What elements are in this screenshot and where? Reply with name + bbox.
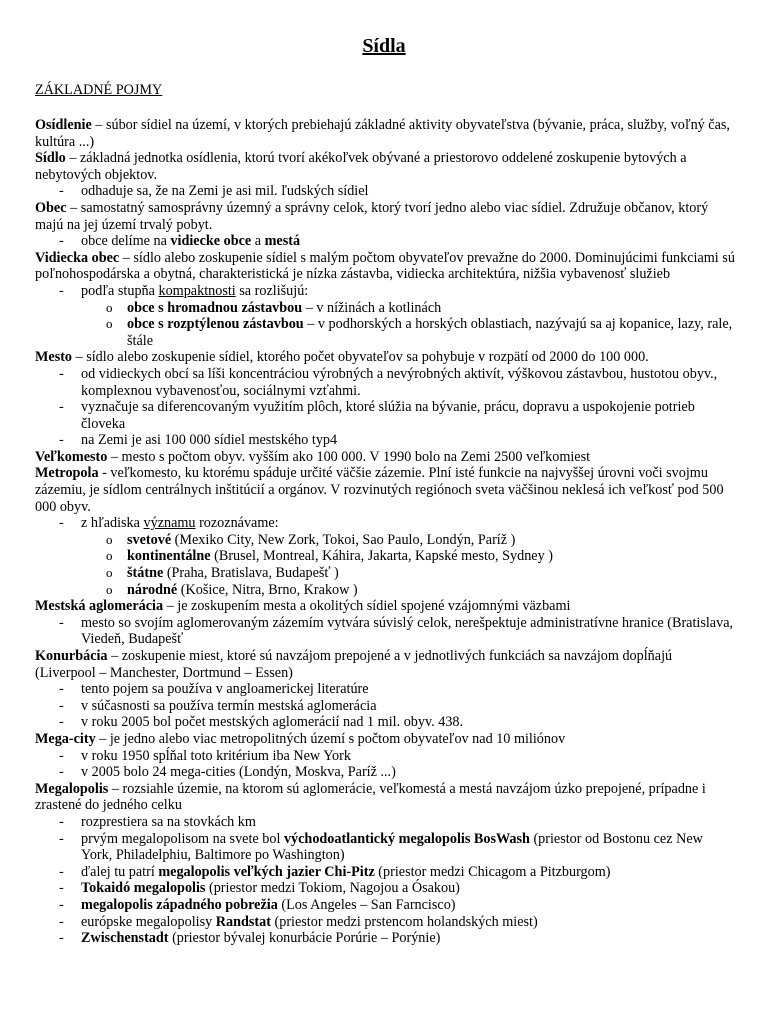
list-item: [35, 930, 735, 947]
sub-list-item: [35, 300, 735, 317]
list-item: [35, 515, 735, 532]
list-item: [35, 897, 735, 914]
list-item: [35, 432, 735, 449]
bullet-text: rozprestiera sa na stovkách km: [81, 813, 256, 830]
bullet-text: a: [251, 233, 265, 250]
list-item: [35, 764, 735, 781]
definition-paragraph: [35, 465, 735, 515]
section-heading: ZÁKLADNÉ POJMY: [35, 82, 163, 98]
list-item: [35, 714, 735, 731]
list-item: [35, 366, 735, 399]
list-item: [35, 864, 735, 881]
definition-text: – súbor sídiel na území, v ktorých prebiehajú základné aktivity obyvateľstva (bývanie, práca, služby, voľný čas, kultúra ...): [35, 117, 730, 150]
bullet-text: z hľadiska: [81, 515, 144, 532]
bullet-list: [35, 283, 735, 349]
bullet-list: [35, 615, 735, 648]
bold-term: Randstat: [215, 913, 271, 930]
document-body: [35, 117, 735, 947]
bold-term: národné: [127, 581, 178, 598]
bullet-text: na Zemi je asi 100 000 sídiel mestského typ4: [81, 432, 338, 449]
sub-bullet-list: [35, 532, 735, 598]
bullet-list: [35, 233, 735, 250]
bullet-list: [35, 515, 735, 598]
bullet-text: prvým megalopolisom na svete bol: [81, 830, 284, 847]
bullet-list: [35, 814, 735, 947]
bullet-text: tento pojem sa používa v angloamerickej literatúre: [81, 681, 369, 698]
definition-paragraph: [35, 150, 735, 183]
definition-paragraph: [35, 449, 735, 466]
bullet-list: [35, 748, 735, 781]
definition-text: – rozsiahle územie, na ktorom sú aglomerácie, veľkomestá a mestá navzájom úzko prepojené, prípadne i zrastené do jedného celku: [35, 780, 706, 814]
bullet-text: (priestor medzi Chicagom a Pitzburgom): [374, 863, 611, 880]
bullet-text: európske megalopolisy: [81, 913, 216, 930]
bullet-text: odhaduje sa, že na Zemi je asi mil. ľudských sídiel: [81, 183, 369, 200]
bullet-text: – v nížinách a kotlinách: [302, 299, 442, 316]
definition-text: – je jedno alebo viac metropolitných území s počtom obyvateľov nad 10 miliónov: [95, 730, 566, 747]
bullet-list: [35, 183, 735, 200]
sub-bullet-list: [35, 300, 735, 350]
bullet-text: obce delíme na: [81, 233, 171, 250]
bullet-text: (Los Angeles – San Farncisco): [277, 896, 456, 913]
bullet-text: od vidieckych obcí sa líši koncentráciou výrobných a nevýrobných aktivít, výškovou zástavbou, hustotou obyv., komplexnou vybavenosťou, sociálnymi vzťahmi.: [81, 365, 718, 399]
bold-term: Zwischenstadt: [81, 930, 169, 947]
sub-list-item: [35, 565, 735, 582]
bold-term: Tokaidó megalopolis: [81, 880, 206, 897]
definition-term: Sídlo: [35, 150, 66, 167]
sub-list-item: [35, 548, 735, 565]
definition-text: – zoskupenie miest, ktoré sú navzájom prepojené a v jednotlivých funkciách sa navzájom dopĺňajú (Liverpool – Manchester, Dortmund – Essen): [35, 648, 673, 681]
definition-paragraph: [35, 781, 735, 814]
definition-term: Mestská aglomerácia: [35, 598, 164, 615]
sub-list-item: [35, 532, 735, 549]
list-item: [35, 914, 735, 931]
bold-term: svetové: [127, 531, 172, 548]
bullet-text: v 2005 bolo 24 mega-cities (Londýn, Moskva, Paríž ...): [81, 764, 396, 781]
bold-term: megalopolis západného pobrežia: [81, 896, 278, 913]
bullet-text: sa rozlišujú:: [235, 282, 309, 299]
list-item: [35, 748, 735, 765]
bullet-text: (Brusel, Montreal, Káhira, Jakarta, Kapské mesto, Sydney ): [210, 548, 553, 565]
definition-term: Obec: [35, 199, 67, 216]
bullet-text: v roku 1950 spĺňal toto kritérium iba New York: [81, 747, 351, 764]
definition-text: – základná jednotka osídlenia, ktorú tvorí akékoľvek obývané a priestorovo oddelené zoskupenie bytových a nebytových objektov.: [35, 150, 687, 183]
bullet-text: (priestor medzi prstencom holandských miest): [270, 913, 538, 930]
definition-term: Osídlenie: [35, 117, 92, 133]
definition-term: Mega-city: [35, 730, 96, 747]
bold-term: obce s hromadnou zástavbou: [127, 299, 303, 316]
bold-term: štátne: [127, 565, 164, 582]
bullet-list: [35, 366, 735, 449]
bullet-text: ďalej tu patrí: [81, 863, 159, 880]
definition-term: Veľkomesto: [35, 448, 108, 465]
definition-paragraph: [35, 200, 735, 233]
bullet-text: – v podhorských a horských oblastiach, nazývajú sa aj kopanice, lazy, rale, štále: [127, 316, 733, 349]
bullet-text: v súčasnosti sa používa termín mestská aglomerácia: [81, 697, 377, 714]
bullet-text: (Praha, Bratislava, Budapešť ): [163, 565, 339, 582]
bullet-text: rozoznávame:: [195, 515, 279, 532]
bullet-text: vyznačuje sa diferencovaným využitím plôch, ktoré slúžia na bývanie, prácu, dopravu a uspokojenie potrieb človeka: [81, 399, 695, 432]
bullet-text: v roku 2005 bol počet mestských aglomerácií nad 1 mil. obyv. 438.: [81, 714, 464, 731]
underlined-term: kompaktnosti: [158, 282, 236, 299]
definition-paragraph: [35, 648, 735, 681]
list-item: [35, 681, 735, 698]
definition-text: – sídlo alebo zoskupenie sídiel, ktorého počet obyvateľov sa pohybuje v rozpätí od 2000 do 100 000.: [72, 349, 649, 366]
definition-text: – samostatný samosprávny územný a správny celok, ktorý tvorí jedno alebo viac sídiel. Združuje občanov, ktorý majú na jej území trvalý pobyt.: [35, 199, 709, 233]
bullet-text: (priestor medzi Tokiom, Nagojou a Ósakou): [205, 880, 460, 897]
definition-text: – sídlo alebo zoskupenie sídiel s malým počtom obyvateľov prevažne do 2000. Dominujúcimi funkciami sú poľnohospodárska a obytná, charakteristická je nízka zástavba, vidiecka architektúra, nižšia vybavenosť služieb: [35, 249, 735, 283]
bold-term: obce s rozptýlenou zástavbou: [127, 316, 304, 333]
definition-term: Metropola: [35, 465, 99, 482]
underlined-term: významu: [143, 515, 196, 532]
definition-paragraph: [35, 349, 735, 366]
list-item: [35, 399, 735, 432]
list-item: [35, 183, 735, 200]
sub-list-item: [35, 316, 735, 349]
list-item: [35, 615, 735, 648]
bullet-text: (Košice, Nitra, Brno, Krakow ): [177, 581, 358, 598]
bullet-list: [35, 681, 735, 731]
definition-term: Megalopolis: [35, 780, 109, 797]
bullet-text: (priestor bývalej konurbácie Porúrie – Porýnie): [168, 930, 441, 947]
definition-text: - veľkomesto, ku ktorému spáduje určité väčšie zázemie. Plní isté funkcie na najvyššej úrovni voči svojmu zázemiu, je sídlom centrálnych inštitúcií a orgánov. V rozvinutých regiónoch sveta väčšinou neklesá ich veľkosť pod 500 000 obyv.: [35, 465, 724, 515]
list-item: [35, 814, 735, 831]
definition-text: – je zoskupením mesta a okolitých sídiel spojené vzájomnými väzbami: [163, 598, 571, 615]
list-item: [35, 880, 735, 897]
definition-term: Konurbácia: [35, 648, 108, 664]
list-item: [35, 233, 735, 250]
bold-term: kontinentálne: [127, 548, 211, 565]
sub-list-item: [35, 582, 735, 599]
bullet-text: podľa stupňa: [81, 282, 159, 299]
bullet-text: (Mexiko City, New Zork, Tokoi, Sao Paulo, Londýn, Paríž ): [171, 531, 516, 548]
bold-term: mestá: [264, 233, 301, 250]
bullet-text: (priestor od Bostonu cez New York, Philadelphiu, Baltimore po Washington): [81, 830, 703, 864]
definition-term: Mesto: [35, 349, 73, 366]
definition-term: Vidiecka obec: [35, 249, 120, 266]
list-item: [35, 283, 735, 300]
list-item: [35, 698, 735, 715]
list-item: [35, 831, 735, 864]
definition-paragraph: [35, 117, 735, 150]
definition-paragraph: [35, 598, 735, 615]
definition-paragraph: [35, 731, 735, 748]
bold-term: vidiecke obce: [170, 233, 252, 250]
bold-term: megalopolis veľkých jazier Chi-Pitz: [158, 863, 375, 880]
definition-text: – mesto s počtom obyv. vyšším ako 100 000. V 1990 bolo na Zemi 2500 veľkomiest: [107, 448, 591, 465]
definition-paragraph: [35, 250, 735, 283]
bullet-text: mesto so svojím aglomerovaným zázemím vytvára súvislý celok, nerešpektuje administratívne hranice (Bratislava, Viedeň, Budapešť: [81, 614, 734, 648]
bold-term: východoatlantický megalopolis BosWash: [283, 830, 530, 847]
page-title: Sídla: [362, 35, 406, 57]
